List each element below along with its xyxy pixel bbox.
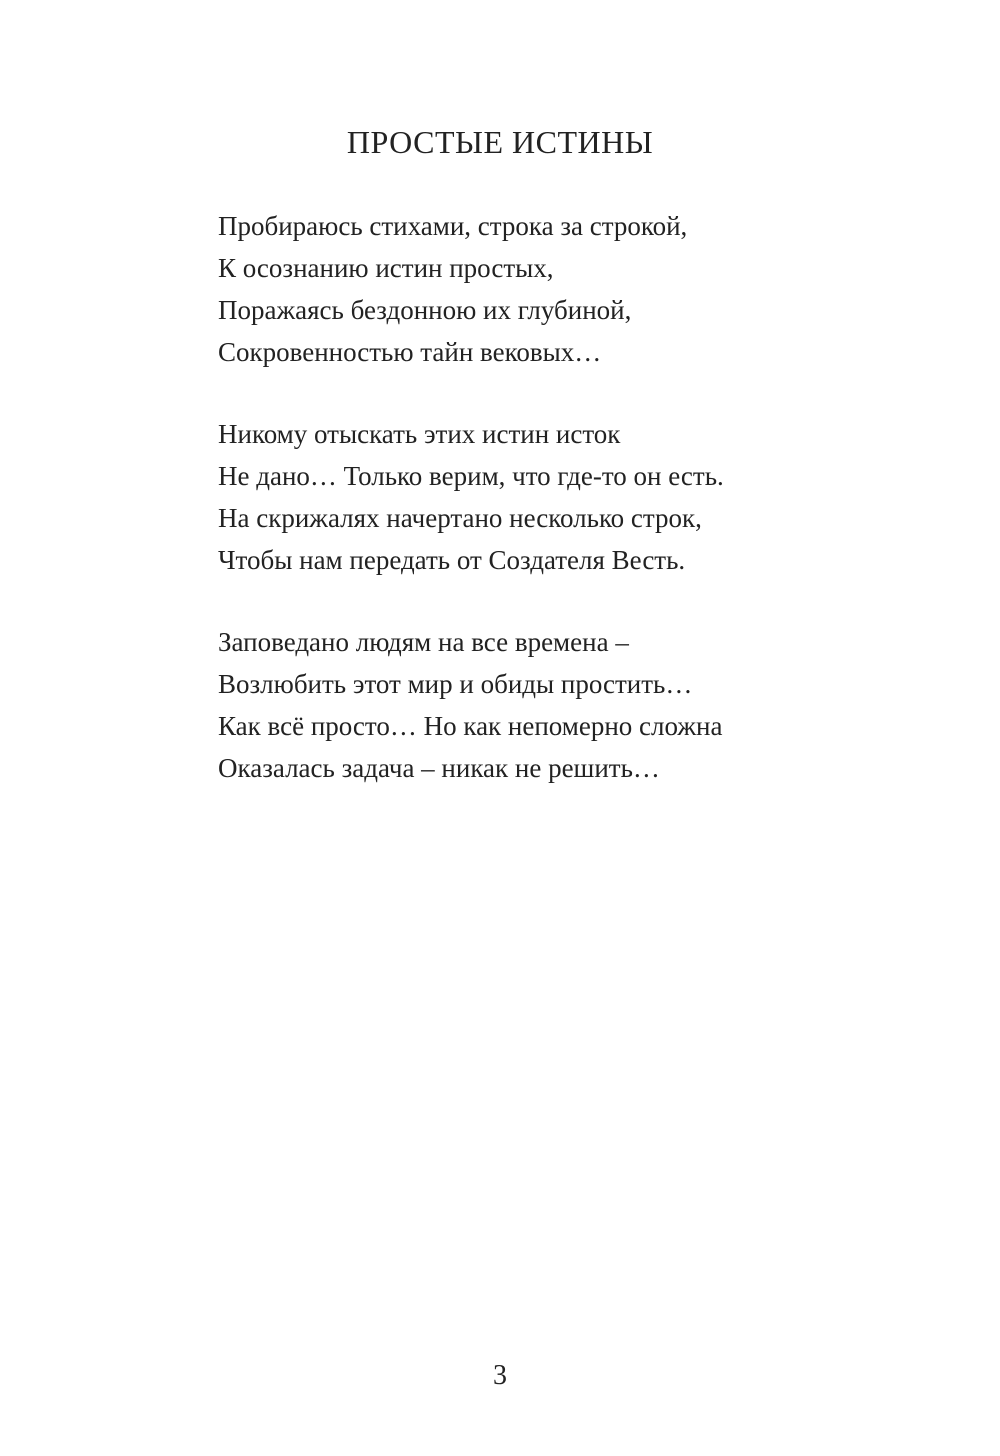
poem-body [218,205,918,829]
poem-line: Не дано… Только верим, что где-то он есть. [218,461,724,491]
poem-line: Никому отыскать этих истин исток [218,419,621,449]
poem-line: Сокровенностью тайн вековых… [218,337,602,367]
poem-line: На скрижалях начертано несколько строк, [218,503,702,533]
poem-title: ПРОСТЫЕ ИСТИНЫ [346,124,654,160]
poem-line: Как всё просто… Но как непомерно сложна [218,711,723,741]
poem-line: Чтобы нам передать от Создателя Весть. [218,545,686,575]
poem-line: К осознанию истин простых, [218,253,554,283]
page-number: 3 [493,1360,507,1391]
poem-line: Поражаясь бездонною их глубиной, [218,295,632,325]
stanza-1 [218,205,918,373]
stanza-2 [218,413,918,581]
poem-line: Возлюбить этот мир и обиды простить… [218,669,693,699]
stanza-3 [218,621,918,789]
poem-line: Оказалась задача – никак не решить… [218,753,660,783]
poem-line: Заповедано людям на все времена – [218,627,629,657]
poem-line: Пробираюсь стихами, строка за строкой, [218,211,688,241]
